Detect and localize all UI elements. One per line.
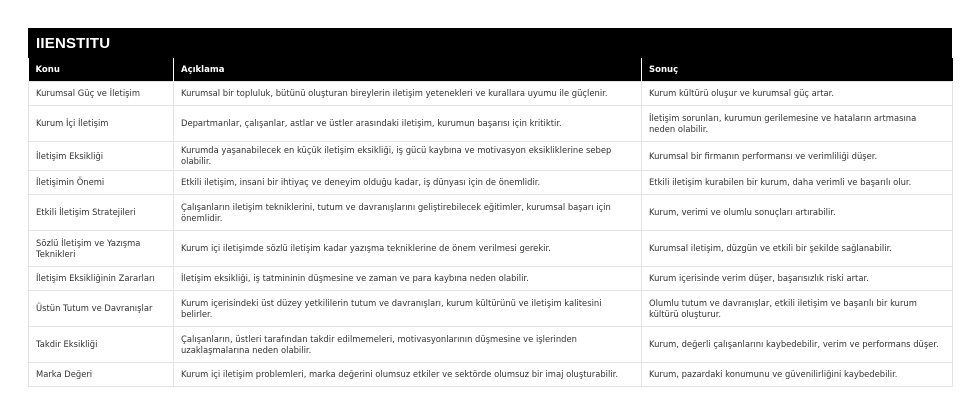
table-row bbox=[29, 195, 953, 231]
table-row bbox=[29, 171, 953, 195]
cell-konu: İletişim Eksikliği bbox=[29, 142, 174, 171]
table-row bbox=[29, 82, 953, 106]
cell-konu: Etkili İletişim Stratejileri bbox=[29, 195, 174, 231]
cell-aciklama: Kurum içi iletişim problemleri, marka değerini olumsuz etkiler ve sektörde olumsuz bir imaj oluşturabilir. bbox=[174, 363, 642, 387]
cell-konu: Sözlü İletişim ve Yazışma Teknikleri bbox=[29, 231, 174, 267]
cell-aciklama: Kurumda yaşanabilecek en küçük iletişim eksikliği, iş gücü kaybına ve motivasyon eksikliklerine sebep olabilir. bbox=[174, 142, 642, 171]
table-row bbox=[29, 142, 953, 171]
cell-aciklama: Departmanlar, çalışanlar, astlar ve üstler arasındaki iletişim, kurumun başarısı için kritiktir. bbox=[174, 106, 642, 142]
cell-sonuc: Etkili iletişim kurabilen bir kurum, daha verimli ve başarılı olur. bbox=[642, 171, 953, 195]
cell-konu: Kurum İçi İletişim bbox=[29, 106, 174, 142]
table-row bbox=[29, 267, 953, 291]
cell-aciklama: Etkili iletişim, insani bir ihtiyaç ve deneyim olduğu kadar, iş dünyası için de önemlidir. bbox=[174, 171, 642, 195]
column-header-konu: Konu bbox=[29, 58, 174, 82]
cell-sonuc: Kurum, verimi ve olumlu sonuçları artırabilir. bbox=[642, 195, 953, 231]
column-header-aciklama: Açıklama bbox=[174, 58, 642, 82]
table-row bbox=[29, 291, 953, 327]
cell-konu: Takdir Eksikliği bbox=[29, 327, 174, 363]
cell-sonuc: İletişim sorunları, kurumun gerilemesine ve hataların artmasına neden olabilir. bbox=[642, 106, 953, 142]
cell-sonuc: Kurumsal bir firmanın performansı ve verimliliği düşer. bbox=[642, 142, 953, 171]
cell-sonuc: Olumlu tutum ve davranışlar, etkili iletişim ve başarılı bir kurum kültürü oluşturur. bbox=[642, 291, 953, 327]
cell-sonuc: Kurum, değerli çalışanlarını kaybedebilir, verim ve performans düşer. bbox=[642, 327, 953, 363]
cell-aciklama: İletişim eksikliği, iş tatmininin düşmesine ve zaman ve para kaybına neden olabilir. bbox=[174, 267, 642, 291]
cell-konu: Kurumsal Güç ve İletişim bbox=[29, 82, 174, 106]
cell-aciklama: Çalışanların, üstleri tarafından takdir edilmemeleri, motivasyonlarının düşmesine ve işlerinden uzaklaşmalarına neden olabilir. bbox=[174, 327, 642, 363]
cell-sonuc: Kurum içerisinde verim düşer, başarısızlık riski artar. bbox=[642, 267, 953, 291]
column-header-sonuc: Sonuç bbox=[642, 58, 953, 82]
cell-konu: İletişim Eksikliğinin Zararları bbox=[29, 267, 174, 291]
table-row bbox=[29, 231, 953, 267]
content-table-container bbox=[28, 28, 952, 387]
cell-sonuc: Kurumsal iletişim, düzgün ve etkili bir şekilde sağlanabilir. bbox=[642, 231, 953, 267]
cell-konu: Üstün Tutum ve Davranışlar bbox=[29, 291, 174, 327]
cell-sonuc: Kurum, pazardaki konumunu ve güvenilirliğini kaybedebilir. bbox=[642, 363, 953, 387]
cell-konu: İletişimin Önemi bbox=[29, 171, 174, 195]
cell-aciklama: Çalışanların iletişim tekniklerini, tutum ve davranışlarını geliştirebilecek eğitimler, kurumsal başarı için önemlidir. bbox=[174, 195, 642, 231]
cell-aciklama: Kurum içerisindeki üst düzey yetkililerin tutum ve davranışları, kurum kültürünü ve iletişim kalitesini belirler. bbox=[174, 291, 642, 327]
cell-sonuc: Kurum kültürü oluşur ve kurumsal güç artar. bbox=[642, 82, 953, 106]
table-row bbox=[29, 106, 953, 142]
table-row bbox=[29, 363, 953, 387]
brand-title: IIENSTITU bbox=[28, 28, 952, 58]
cell-aciklama: Kurum içi iletişimde sözlü iletişim kadar yazışma tekniklerine de önem verilmesi gerekir. bbox=[174, 231, 642, 267]
data-table bbox=[28, 58, 953, 387]
cell-aciklama: Kurumsal bir topluluk, bütünü oluşturan bireylerin iletişim yetenekleri ve kurallara uyumu ile güçlenir. bbox=[174, 82, 642, 106]
cell-konu: Marka Değeri bbox=[29, 363, 174, 387]
table-header-row bbox=[29, 58, 953, 82]
table-row bbox=[29, 327, 953, 363]
